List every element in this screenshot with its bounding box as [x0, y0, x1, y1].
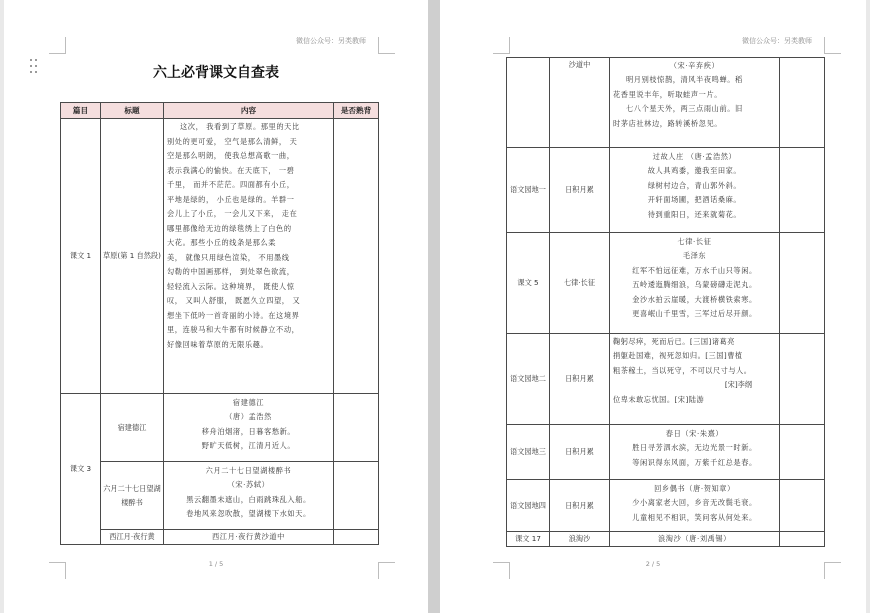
table-row: [507, 480, 825, 532]
text-line: 毛泽东: [682, 251, 707, 261]
text-line: 表示我满心的愉快。在天底下， 一碧: [167, 165, 295, 175]
table-row: [61, 462, 379, 530]
memorized-cell[interactable]: [780, 58, 825, 148]
document-page-1: [4, 0, 428, 613]
text-line: 开轩面场圃，把酒话桑麻。: [647, 195, 742, 205]
text-line: 七律·长征: [677, 237, 712, 246]
text-line: 绿树村边合，青山郭外斜。: [647, 180, 742, 190]
header-watermark: 微信公众号：另类教师: [296, 37, 366, 45]
margin-corner-top-right: [378, 37, 395, 54]
text-line: 叹， 又叫人舒服， 既愿久立四望， 又: [167, 296, 301, 305]
text-line: 里，连骏马和大牛都有时候静立不动，: [167, 325, 300, 334]
chapter-cell: 语文园地三: [507, 425, 550, 480]
text-line: 待到重阳日，还来就菊花。: [647, 209, 742, 219]
text-line: 空是那么明朗， 使我总想高歌一曲，: [167, 151, 295, 160]
page-number: 1 / 5: [208, 560, 224, 568]
chapter-cell: 课文 3: [61, 394, 101, 545]
title-cell: 宿建德江: [101, 394, 164, 462]
chapter-cell: 课文 5: [507, 233, 550, 334]
text-line: 卷地风来忽吹散，望湖楼下水如天。: [186, 509, 311, 519]
text-line: 大花。那些小丘的线条是那么柔: [167, 238, 277, 247]
checklist-table-page-2: [506, 57, 825, 547]
text-line: 捐躯赴国难，视死忽如归。[三国]曹植: [613, 351, 743, 361]
text-line: 移舟泊烟渚，日暮客愁新。: [201, 426, 296, 436]
content-cell: [610, 58, 780, 148]
title-cell: 浪淘沙: [550, 532, 610, 547]
title-cell: 日积月累: [550, 334, 610, 425]
text-line: 回乡偶书（唐·贺知章）: [654, 484, 735, 493]
chapter-cell: 课文 1: [61, 119, 101, 394]
text-line: 五岭逶迤腾细浪，乌蒙磅礴走泥丸。: [632, 280, 757, 290]
text-line: 明月别枝惊鹊，清风半夜鸣蝉。稻: [626, 75, 743, 85]
margin-corner-top-left: [49, 37, 66, 54]
content-cell: [164, 394, 334, 462]
title-cell: 六月二十七日望湖楼醉书: [101, 462, 164, 530]
text-line: 会儿上了小丘， 一会儿又下来， 走在: [167, 209, 298, 218]
content-cell: [610, 425, 780, 480]
memorized-cell[interactable]: [780, 425, 825, 480]
text-line: 美， 就像只用绿色渲染， 不用墨线: [167, 252, 290, 262]
text-line: 粗茶稼土，当以死守，不可以尺寸与人。: [613, 365, 752, 375]
header-chapter: 篇目: [61, 103, 101, 119]
text-line: 红军不怕远征难，万水千山只等闲。: [632, 265, 757, 275]
title-cell: 日积月累: [550, 148, 610, 233]
content-cell: [610, 334, 780, 425]
table-row: [507, 425, 825, 480]
text-line: [宋]李纲: [724, 380, 752, 390]
document-title: 六上必背课文自查表: [153, 65, 279, 81]
text-line: 千里， 而并不茫茫。四面都有小丘，: [167, 180, 295, 189]
table-row: [61, 394, 379, 462]
title-cell: 七律·长征: [550, 233, 610, 334]
table-row: [507, 58, 825, 148]
text-line: 过故人庄 （唐·孟浩然）: [652, 152, 737, 161]
text-line: 宿建德江: [232, 398, 265, 407]
memorized-cell[interactable]: [334, 119, 379, 394]
memorized-cell[interactable]: [780, 532, 825, 547]
content-cell: [164, 462, 334, 530]
memorized-cell[interactable]: [780, 233, 825, 334]
memorized-cell[interactable]: [780, 480, 825, 532]
header-watermark: 微信公众号：另类教师: [742, 37, 812, 45]
text-line: 野旷天低树，江清月近人。: [201, 441, 296, 451]
memorized-cell[interactable]: [334, 530, 379, 545]
text-line: 金沙水拍云崖暖，大渡桥横铁索寒。: [632, 294, 757, 304]
text-line: 轻轻流入云际。这种境界， 既使人惊: [167, 281, 295, 291]
chapter-cell: 语文园地四: [507, 480, 550, 532]
memorized-cell[interactable]: [780, 334, 825, 425]
content-cell: [164, 530, 334, 545]
header-content: 内容: [164, 103, 334, 119]
memorized-cell[interactable]: [334, 394, 379, 462]
header-title: 标题: [101, 103, 164, 119]
text-line: 浪淘沙（唐·刘禹锡）: [658, 534, 731, 543]
text-line: 胜日寻芳泗水滨，无边光景一时新。: [632, 443, 757, 453]
text-line: 平地是绿的， 小丘也是绿的。羊群一: [167, 194, 295, 204]
table-row: [61, 119, 379, 394]
text-line: 花香里说丰年，听取蛙声一片。: [613, 89, 723, 99]
text-line: 勾勒的中国画那样， 到处翠色欲流，: [167, 267, 295, 276]
page-gap-scrollbar[interactable]: [428, 0, 440, 613]
text-line: 儿童相见不相识，笑问客从何处来。: [632, 512, 757, 522]
text-line: 位卑未敢忘忧国。[宋]陆游: [613, 394, 705, 404]
text-line: （宋·苏轼）: [227, 480, 270, 490]
checklist-table-page-1: [60, 102, 379, 545]
text-line: 西江月·夜行黄沙道中: [212, 532, 285, 541]
title-cell: 日积月累: [550, 480, 610, 532]
title-cell: 草原(第 1 自然段): [101, 119, 164, 394]
chapter-cell: 语文园地二: [507, 334, 550, 425]
text-line: 黑云翻墨未遮山，白雨跳珠乱入船。: [186, 494, 311, 504]
content-cell: [610, 233, 780, 334]
table-row: [507, 334, 825, 425]
page-number: 2 / 5: [645, 560, 661, 568]
table-row: [507, 148, 825, 233]
text-line: 更喜岷山千里雪，三军过后尽开颜。: [632, 309, 757, 319]
text-line: 七八个星天外，两三点雨山前。旧: [626, 104, 743, 114]
content-cell: [610, 480, 780, 532]
header-memorized: 是否熟背: [334, 103, 379, 119]
text-line: 别处的更可爱， 空气是那么清鲜， 天: [167, 136, 298, 146]
text-line: 想坐下低吟一首奇丽的小诗。在这境界: [167, 310, 300, 320]
text-line: （宋·辛弃疾）: [669, 61, 720, 70]
title-cell: 西江月·夜行黄: [101, 530, 164, 545]
text-line: 鞠躬尽瘁，死而后已。[三国]诸葛亮: [613, 337, 735, 346]
chapter-cell: [507, 58, 550, 148]
text-line: 哪里都像给无边的绿毯绣上了白色的: [167, 223, 292, 233]
text-line: 等闲识得东风面，万紫千红总是春。: [632, 457, 757, 467]
margin-corner-top-left: [493, 37, 510, 54]
table-row: [507, 532, 825, 547]
table-row: [507, 233, 825, 334]
margin-corner-top-right: [824, 37, 841, 54]
text-line: 故人具鸡黍，邀我至田家。: [647, 166, 742, 176]
text-line: 春日（宋·朱熹）: [665, 429, 724, 438]
text-line: 六月二十七日望湖楼醉书: [205, 466, 292, 475]
text-line: 好像回味着草原的无限乐趣。: [167, 339, 269, 349]
text-line: 这次， 我看到了草原。那里的天比: [180, 122, 300, 131]
document-page-2: [440, 0, 866, 613]
chapter-cell: 语文园地一: [507, 148, 550, 233]
table-row: [61, 530, 379, 545]
chapter-cell: 课文 17: [507, 532, 550, 547]
text-line: （唐）孟浩然: [225, 412, 272, 422]
text-line: 时茅店社林边，路转溪桥忽见。: [613, 118, 723, 128]
title-cell: 沙道中: [550, 58, 610, 148]
title-cell: 日积月累: [550, 425, 610, 480]
content-cell: [164, 119, 334, 394]
content-cell: [610, 148, 780, 233]
memorized-cell[interactable]: [334, 462, 379, 530]
memorized-cell[interactable]: [780, 148, 825, 233]
text-line: 少小离家老大回，乡音无改鬓毛衰。: [632, 498, 757, 508]
table-header-row: [61, 103, 379, 119]
content-cell: [610, 532, 780, 547]
